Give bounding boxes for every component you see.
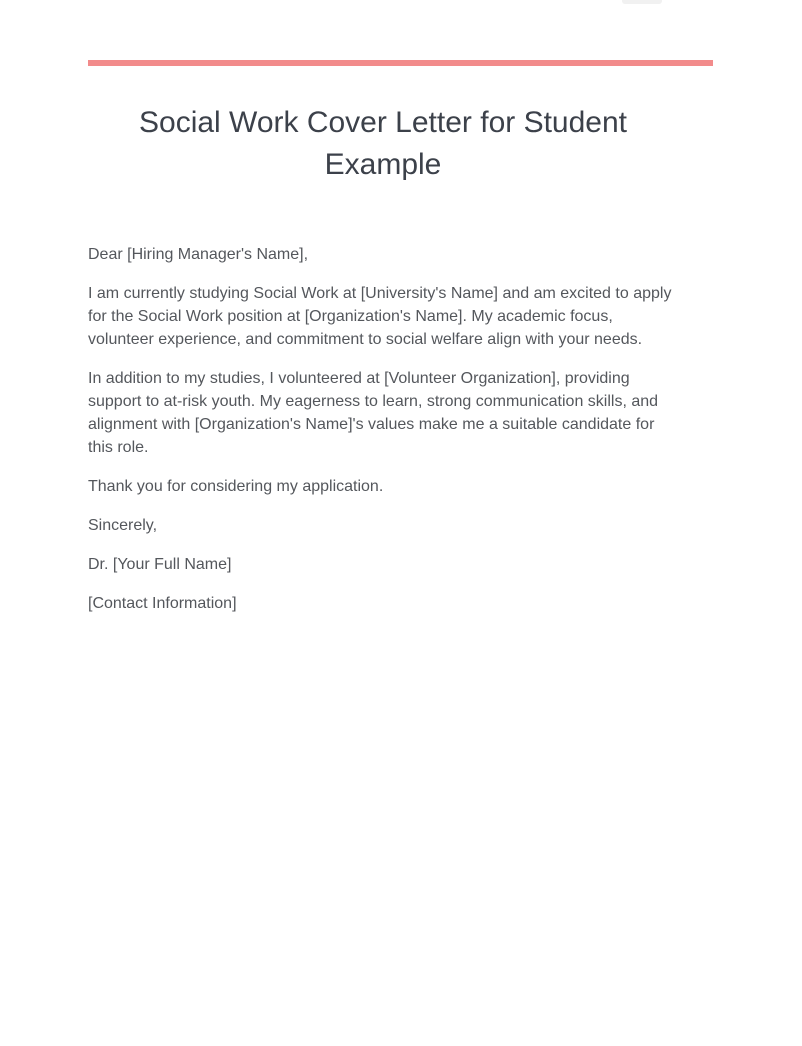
page-title: Social Work Cover Letter for Student Example: [139, 106, 627, 181]
accent-bar: [88, 60, 713, 66]
contact-info: [Contact Information]: [88, 595, 237, 612]
body-paragraph-2: In addition to my studies, I volunteered at [Volunteer Organization], providing support to at-risk youth. My eagerness to learn, strong communication skills, and alignment with [Organization's Name]'s values make me a suitable candidate for this role.: [88, 370, 659, 456]
letter-body: [88, 243, 678, 631]
cropped-ui-artifact: [622, 0, 662, 4]
closing-thanks: Thank you for considering my application.: [88, 478, 384, 495]
body-paragraph-1: I am currently studying Social Work at [University's Name] and am excited to apply for the Social Work position at [Organization's Name]. My academic focus, volunteer experience, and commitment to social welfare align with your needs.: [88, 285, 672, 348]
salutation: Dear [Hiring Manager's Name],: [88, 246, 309, 263]
closing-salutation: Sincerely,: [88, 517, 158, 534]
signature-name: Dr. [Your Full Name]: [88, 556, 232, 573]
